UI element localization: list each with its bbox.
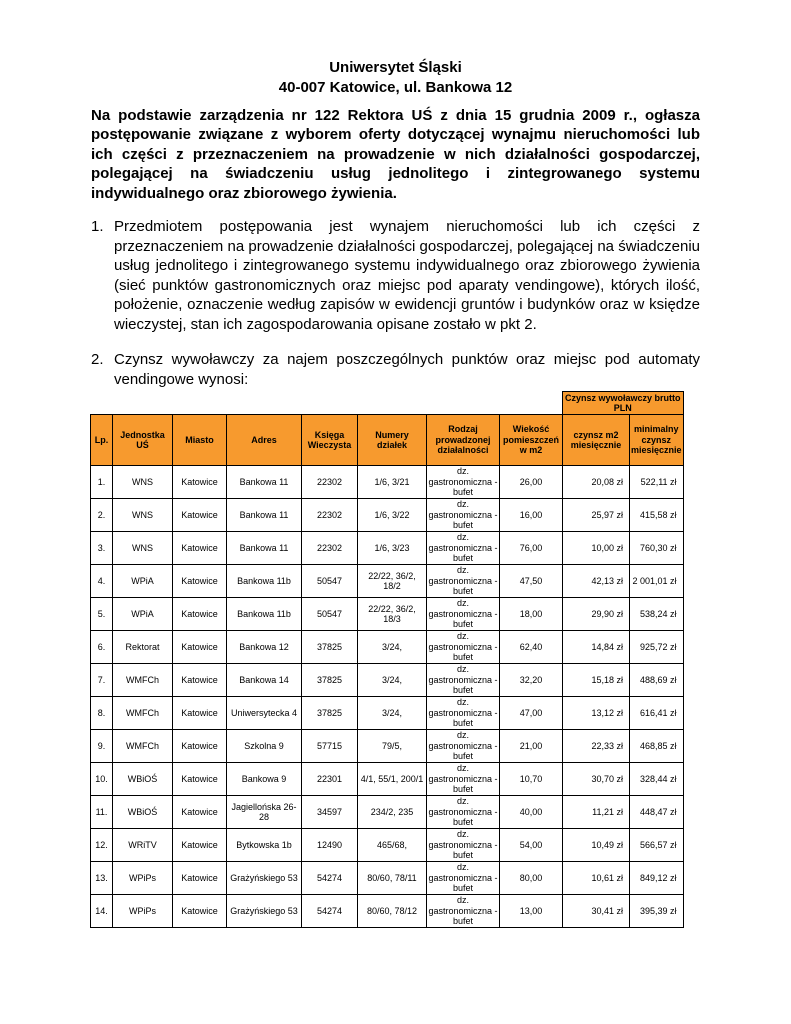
table-row — [91, 895, 684, 928]
cell-city: Katowice — [173, 862, 227, 895]
cell-book: 37825 — [302, 697, 358, 730]
cell-city: Katowice — [173, 730, 227, 763]
cell-min-rent: 395,39 zł — [630, 895, 684, 928]
cell-book: 50547 — [302, 565, 358, 598]
cell-city: Katowice — [173, 829, 227, 862]
cell-book: 12490 — [302, 829, 358, 862]
cell-lp: 4. — [91, 565, 113, 598]
cell-min-rent: 448,47 zł — [630, 796, 684, 829]
cell-min-rent: 849,12 zł — [630, 862, 684, 895]
cell-rent-m2: 10,49 zł — [563, 829, 630, 862]
cell-lp: 14. — [91, 895, 113, 928]
cell-lp: 11. — [91, 796, 113, 829]
cell-rent-m2: 30,41 zł — [563, 895, 630, 928]
cell-area: 54,00 — [500, 829, 563, 862]
col-header-unit: Jednostka UŚ — [113, 415, 173, 466]
cell-area: 47,50 — [500, 565, 563, 598]
cell-rent-m2: 10,00 zł — [563, 532, 630, 565]
col-header-plots: Numery działek — [358, 415, 427, 466]
cell-min-rent: 468,85 zł — [630, 730, 684, 763]
cell-address: Jagiellońska 26-28 — [227, 796, 302, 829]
cell-book: 54274 — [302, 862, 358, 895]
col-header-address: Adres — [227, 415, 302, 466]
cell-area: 10,70 — [500, 763, 563, 796]
cell-plots: 1/6, 3/22 — [358, 499, 427, 532]
cell-book: 37825 — [302, 631, 358, 664]
cell-rent-m2: 14,84 zł — [563, 631, 630, 664]
cell-unit: Rektorat — [113, 631, 173, 664]
cell-city: Katowice — [173, 697, 227, 730]
cell-area: 13,00 — [500, 895, 563, 928]
cell-area: 76,00 — [500, 532, 563, 565]
table-row — [91, 862, 684, 895]
cell-activity: dz. gastronomiczna - bufet — [428, 499, 498, 531]
cell-activity: dz. gastronomiczna - bufet — [428, 532, 498, 564]
cell-plots: 3/24, — [358, 697, 427, 730]
cell-plots: 22/22, 36/2, 18/3 — [358, 598, 427, 631]
list-number: 2. — [91, 351, 104, 368]
cell-area: 21,00 — [500, 730, 563, 763]
table-row — [91, 730, 684, 763]
cell-rent-m2: 10,61 zł — [563, 862, 630, 895]
cell-city: Katowice — [173, 763, 227, 796]
cell-city: Katowice — [173, 664, 227, 697]
cell-min-rent: 760,30 zł — [630, 532, 684, 565]
cell-address: Bankowa 11b — [227, 598, 302, 631]
list-item — [91, 217, 700, 334]
col-header-lp: Lp. — [91, 415, 113, 466]
cell-lp: 7. — [91, 664, 113, 697]
cell-min-rent: 538,24 zł — [630, 598, 684, 631]
university-address: 40-007 Katowice, ul. Bankowa 12 — [278, 79, 513, 96]
cell-unit: WPiPs — [113, 862, 173, 895]
cell-address: Grażyńskiego 53 — [227, 895, 302, 928]
cell-address: Bankowa 14 — [227, 664, 302, 697]
list-item — [91, 350, 700, 389]
cell-city: Katowice — [173, 796, 227, 829]
list-number: 1. — [91, 218, 104, 235]
col-header-min-rent: minimalny czynsz miesięcznie — [630, 415, 684, 466]
cell-address: Bytkowska 1b — [227, 829, 302, 862]
cell-area: 40,00 — [500, 796, 563, 829]
table-row — [91, 532, 684, 565]
col-header-city: Miasto — [173, 415, 227, 466]
col-header-rent-m2: czynsz m2 miesięcznie — [563, 415, 630, 466]
intro-paragraph: Na podstawie zarządzenia nr 122 Rektora UŚ z dnia 15 grudnia 2009 r., ogłasza postępowanie związane z wyborem oferty dotyczącej wynajmu nieruchomości lub ich części z przeznaczeniem na prowadzenie w nich działalności gospodarczej, polegającej na świadczeniu usług jednolitego i zintegrowanego systemu indywidualnego oraz zbiorowego żywienia. — [91, 107, 700, 202]
cell-min-rent: 488,69 zł — [630, 664, 684, 697]
table-row — [91, 565, 684, 598]
table-row — [91, 631, 684, 664]
cell-rent-m2: 30,70 zł — [563, 763, 630, 796]
cell-plots: 234/2, 235 — [358, 796, 427, 829]
cell-unit: WRiTV — [113, 829, 173, 862]
cell-min-rent: 2 001,01 zł — [630, 565, 684, 598]
cell-min-rent: 925,72 zł — [630, 631, 684, 664]
cell-book: 22302 — [302, 532, 358, 565]
cell-activity: dz. gastronomiczna - bufet — [428, 796, 498, 828]
table-row — [91, 796, 684, 829]
cell-area: 47,00 — [500, 697, 563, 730]
cell-lp: 6. — [91, 631, 113, 664]
cell-address: Grażyńskiego 53 — [227, 862, 302, 895]
cell-area: 62,40 — [500, 631, 563, 664]
cell-address: Bankowa 11b — [227, 565, 302, 598]
table-row — [91, 499, 684, 532]
cell-book: 34597 — [302, 796, 358, 829]
list-text: Przedmiotem postępowania jest wynajem nieruchomości lub ich części z przeznaczeniem na prowadzenie działalności gospodarczej, polegającej na świadczeniu usług jednolitego i zintegrowanego systemu indywidualnego oraz zbiorowego żywienia (sieć punktów gastronomicznych oraz miejsc pod aparaty vendingowe), których ilość, położenie, oznaczenie według zapisów w ewidencji gruntów i budynków oraz w księdze wieczystej, stan ich zagospodarowania opisane zostało w pkt 2. — [114, 218, 700, 333]
cell-activity: dz. gastronomiczna - bufet — [428, 862, 498, 894]
cell-unit: WBiOŚ — [113, 796, 173, 829]
cell-plots: 1/6, 3/21 — [358, 466, 427, 499]
cell-unit: WPiA — [113, 565, 173, 598]
cell-activity: dz. gastronomiczna - bufet — [428, 565, 498, 597]
cell-plots: 80/60, 78/11 — [358, 862, 427, 895]
cell-lp: 10. — [91, 763, 113, 796]
col-header-book: Księga Wieczysta — [302, 415, 358, 466]
cell-activity: dz. gastronomiczna - bufet — [428, 466, 498, 498]
cell-min-rent: 522,11 zł — [630, 466, 684, 499]
cell-book: 22302 — [302, 466, 358, 499]
cell-unit: WMFCh — [113, 697, 173, 730]
cell-lp: 8. — [91, 697, 113, 730]
table-row — [91, 763, 684, 796]
cell-area: 32,20 — [500, 664, 563, 697]
cell-plots: 22/22, 36/2, 18/2 — [358, 565, 427, 598]
cell-plots: 465/68, — [358, 829, 427, 862]
cell-rent-m2: 11,21 zł — [563, 796, 630, 829]
university-name: Uniwersytet Śląski — [329, 59, 462, 76]
table-row — [91, 466, 684, 499]
cell-plots: 4/1, 55/1, 200/1 — [358, 763, 427, 796]
cell-area: 18,00 — [500, 598, 563, 631]
cell-lp: 1. — [91, 466, 113, 499]
cell-unit: WNS — [113, 532, 173, 565]
cell-book: 22301 — [302, 763, 358, 796]
cell-lp: 9. — [91, 730, 113, 763]
table-row — [91, 664, 684, 697]
cell-address: Bankowa 12 — [227, 631, 302, 664]
cell-rent-m2: 13,12 zł — [563, 697, 630, 730]
cell-min-rent: 415,58 zł — [630, 499, 684, 532]
cell-lp: 12. — [91, 829, 113, 862]
cell-city: Katowice — [173, 895, 227, 928]
cell-unit: WBiOŚ — [113, 763, 173, 796]
cell-activity: dz. gastronomiczna - bufet — [428, 697, 498, 729]
cell-activity: dz. gastronomiczna - bufet — [428, 829, 498, 861]
cell-book: 22302 — [302, 499, 358, 532]
cell-unit: WPiPs — [113, 895, 173, 928]
cell-book: 54274 — [302, 895, 358, 928]
cell-address: Bankowa 11 — [227, 466, 302, 499]
cell-plots: 3/24, — [358, 631, 427, 664]
group-header: Czynsz wywoławczy brutto PLN — [563, 392, 684, 415]
cell-rent-m2: 29,90 zł — [563, 598, 630, 631]
cell-city: Katowice — [173, 499, 227, 532]
cell-address: Bankowa 11 — [227, 532, 302, 565]
cell-unit: WMFCh — [113, 730, 173, 763]
cell-unit: WMFCh — [113, 664, 173, 697]
cell-unit: WNS — [113, 499, 173, 532]
cell-rent-m2: 25,97 zł — [563, 499, 630, 532]
cell-activity: dz. gastronomiczna - bufet — [428, 730, 498, 762]
table-row — [91, 829, 684, 862]
table-row — [91, 598, 684, 631]
cell-area: 16,00 — [500, 499, 563, 532]
cell-activity: dz. gastronomiczna - bufet — [428, 763, 498, 795]
cell-rent-m2: 42,13 zł — [563, 565, 630, 598]
cell-city: Katowice — [173, 631, 227, 664]
cell-book: 57715 — [302, 730, 358, 763]
col-header-area: Wiekość pomieszczeń w m2 — [500, 415, 563, 466]
cell-book: 37825 — [302, 664, 358, 697]
cell-lp: 13. — [91, 862, 113, 895]
cell-lp: 3. — [91, 532, 113, 565]
cell-rent-m2: 20,08 zł — [563, 466, 630, 499]
cell-area: 26,00 — [500, 466, 563, 499]
cell-plots: 80/60, 78/12 — [358, 895, 427, 928]
rent-table — [90, 391, 684, 928]
cell-unit: WPiA — [113, 598, 173, 631]
cell-lp: 5. — [91, 598, 113, 631]
cell-address: Szkolna 9 — [227, 730, 302, 763]
cell-rent-m2: 15,18 zł — [563, 664, 630, 697]
cell-address: Bankowa 9 — [227, 763, 302, 796]
cell-area: 80,00 — [500, 862, 563, 895]
cell-address: Uniwersytecka 4 — [227, 697, 302, 730]
cell-city: Katowice — [173, 532, 227, 565]
cell-city: Katowice — [173, 466, 227, 499]
cell-plots: 1/6, 3/23 — [358, 532, 427, 565]
cell-unit: WNS — [113, 466, 173, 499]
cell-activity: dz. gastronomiczna - bufet — [428, 895, 498, 927]
cell-plots: 3/24, — [358, 664, 427, 697]
cell-activity: dz. gastronomiczna - bufet — [428, 598, 498, 630]
cell-rent-m2: 22,33 zł — [563, 730, 630, 763]
cell-min-rent: 328,44 zł — [630, 763, 684, 796]
cell-lp: 2. — [91, 499, 113, 532]
table-row — [91, 697, 684, 730]
list-text: Czynsz wywoławczy za najem poszczególnych punktów oraz miejsc pod automaty vendingowe wynosi: — [114, 351, 700, 388]
cell-min-rent: 616,41 zł — [630, 697, 684, 730]
cell-plots: 79/5, — [358, 730, 427, 763]
cell-activity: dz. gastronomiczna - bufet — [428, 631, 498, 663]
cell-city: Katowice — [173, 565, 227, 598]
cell-min-rent: 566,57 zł — [630, 829, 684, 862]
cell-city: Katowice — [173, 598, 227, 631]
cell-address: Bankowa 11 — [227, 499, 302, 532]
cell-activity: dz. gastronomiczna - bufet — [428, 664, 498, 696]
col-header-activity: Rodzaj prowadzonej działalności — [427, 415, 500, 466]
cell-book: 50547 — [302, 598, 358, 631]
